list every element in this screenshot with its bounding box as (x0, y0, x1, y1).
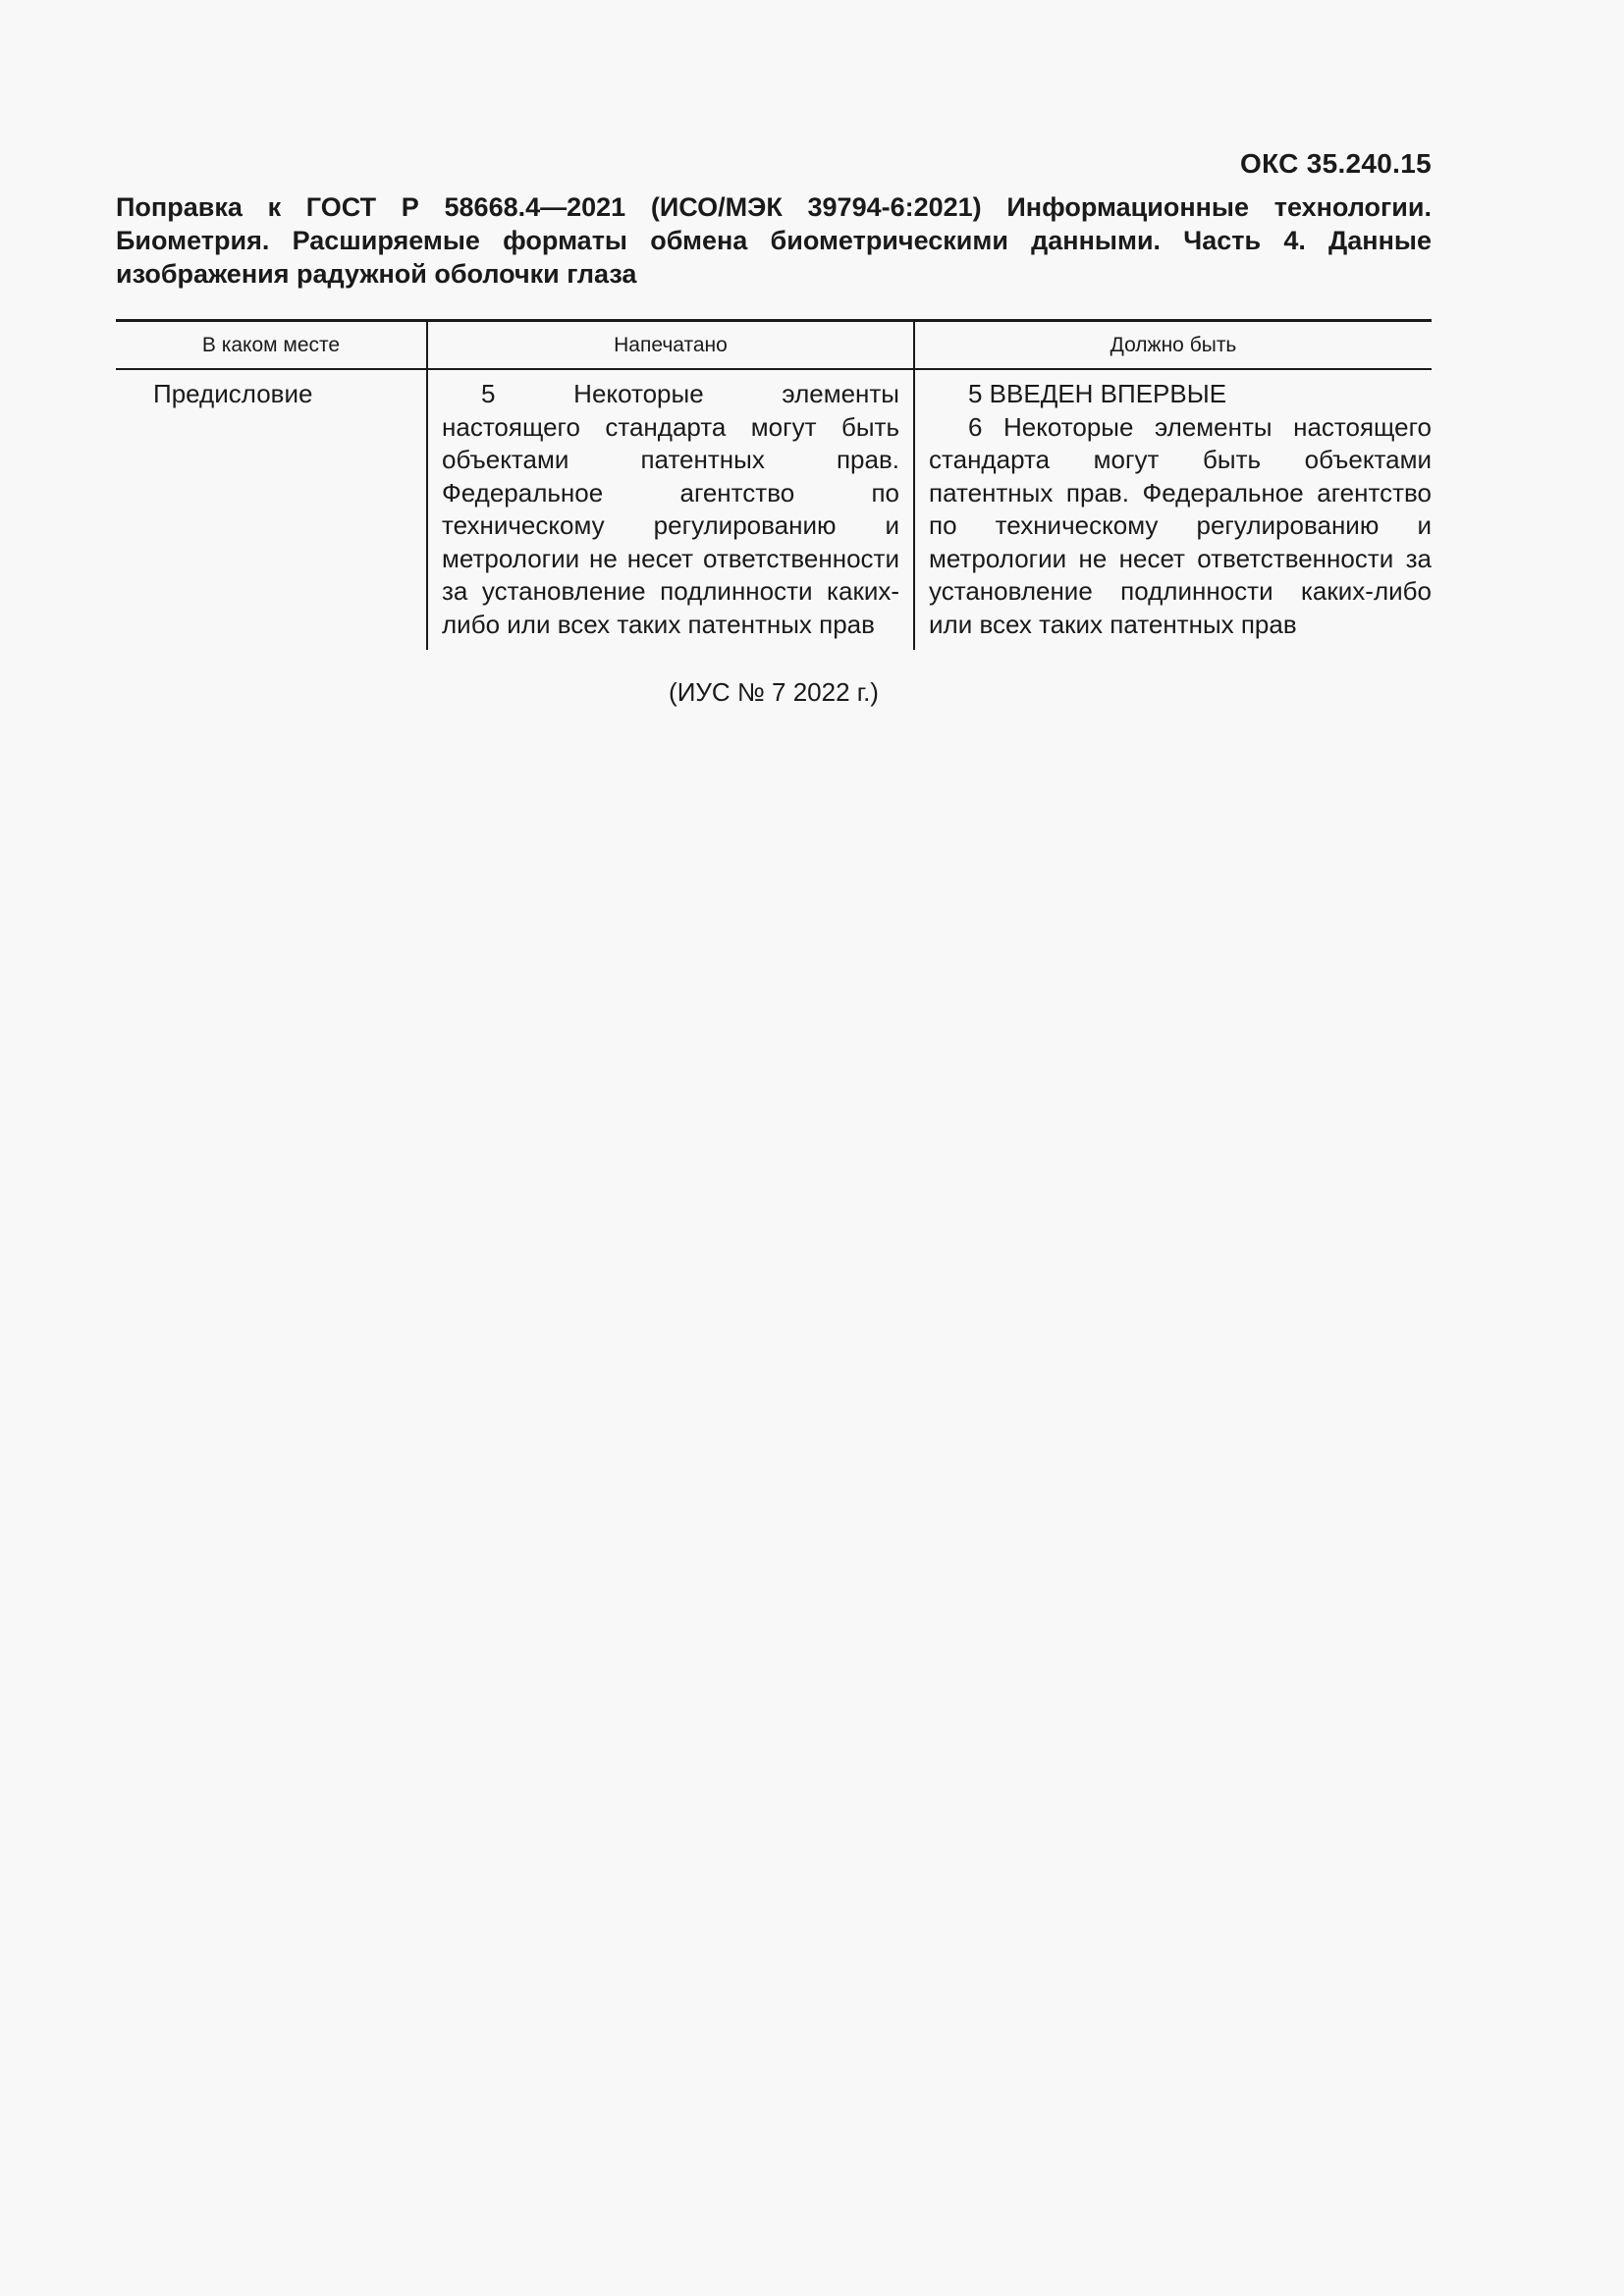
table-row (116, 370, 1432, 650)
oks-code: ОКС 35.240.15 (1240, 148, 1432, 179)
printed-text: 5 Некоторые элементы настоящего стандарта могут быть объектами патентных прав. Федеральное агентство по техническому регулированию и метрологии не несет ответственности за установление подлинности каких-либо или всех таких патентных прав (442, 379, 899, 639)
column-header-should-be: Должно быть (913, 322, 1432, 368)
amendment-title: Поправка к ГОСТ Р 58668.4—2021 (ИСО/МЭК 39794-6:2021) Информационные технологии. Биометрия. Расширяемые форматы обмена биометрическими данными. Часть 4. Данные изображения радужной оболочки глаза (116, 192, 1432, 289)
should-be-line-2: 6 Некоторые элементы настоящего стандарта могут быть объектами патентных прав. Федеральное агентство по техническому регулированию и метрологии не несет ответственности за установление подлинности каких-либо или всех таких патентных прав (929, 411, 1432, 639)
ius-reference: (ИУС № 7 2022 г.) (669, 677, 879, 707)
cell-printed (426, 370, 913, 650)
amendment-table (116, 319, 1432, 650)
column-header-printed: Напечатано (426, 322, 913, 368)
table-header-row (116, 322, 1432, 368)
cell-should-be (913, 370, 1432, 650)
cell-place: Предисловие (153, 379, 313, 408)
should-be-line-1: 5 ВВЕДЕН ВПЕРВЫЕ (968, 379, 1227, 408)
column-header-place: В каком месте (201, 334, 341, 356)
